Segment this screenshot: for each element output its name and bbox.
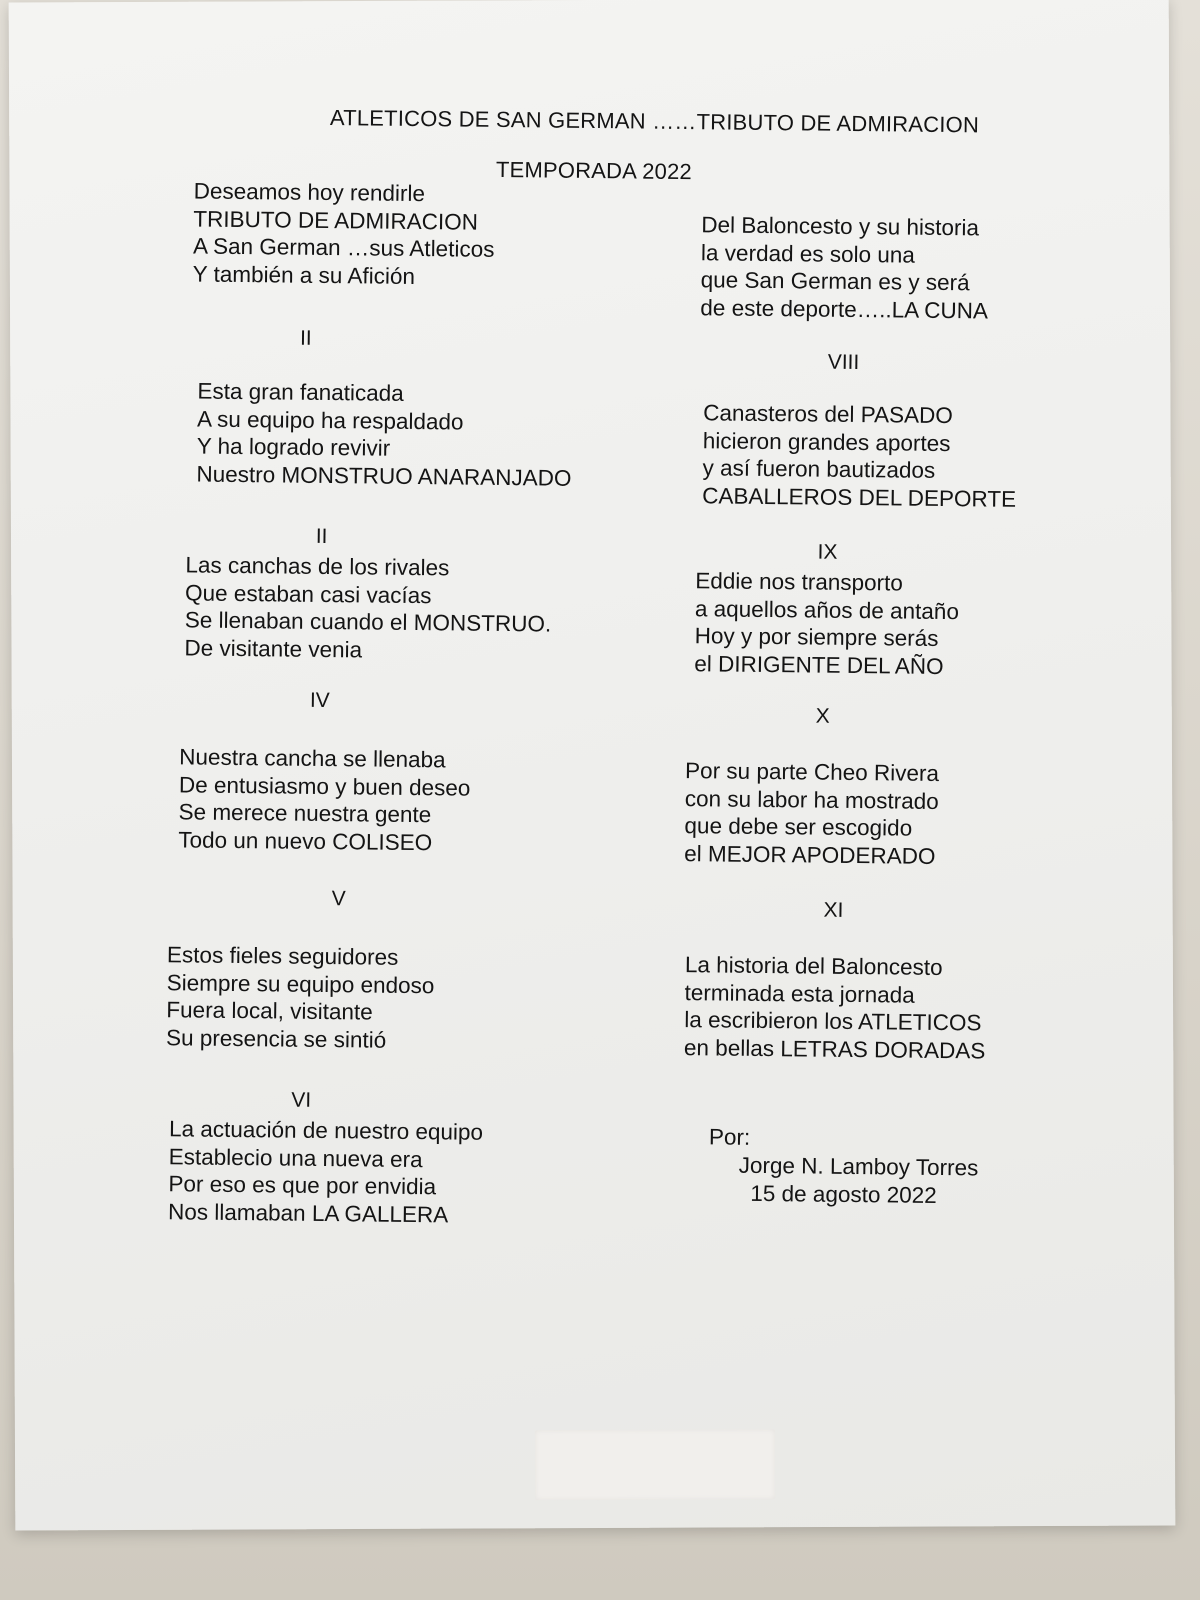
verse-line: A San German …sus Atleticos <box>192 233 495 262</box>
stanza-numeral: VIII <box>827 350 860 375</box>
verse-line: Todo un nuevo COLISEO <box>178 826 433 855</box>
verse-line: con su labor ha mostrado <box>684 785 939 814</box>
tape-strip <box>535 1429 775 1500</box>
verse-line: La actuación de nuestro equipo <box>168 1116 484 1145</box>
verse-line: el MEJOR APODERADO <box>684 840 936 869</box>
verse-line: Canasteros del PASADO <box>703 400 954 429</box>
verse-line: Del Baloncesto y su historia <box>701 212 980 241</box>
stanza-left-2 <box>196 378 572 492</box>
stanza-left-4 <box>178 743 471 856</box>
verse-line: Hoy y por siempre serás <box>694 623 939 651</box>
verse-line: Nuestro MONSTRUO ANARANJADO <box>196 461 572 491</box>
verse-line: TRIBUTO DE ADMIRACION <box>193 205 479 235</box>
verse-line: Se merece nuestra gente <box>178 799 432 828</box>
verse-line: Por eso es que por envidia <box>168 1171 437 1200</box>
verse-line: que debe ser escogido <box>684 813 913 841</box>
verse-line: que San German es y será <box>700 267 970 296</box>
author-date: 15 de agosto 2022 <box>750 1180 937 1208</box>
verse-line: la escribieron los ATLETICOS <box>684 1007 982 1036</box>
verse-line: La historia del Baloncesto <box>684 952 943 981</box>
verse-line: Y ha logrado revivir <box>196 433 391 461</box>
verse-line: Deseamos hoy rendirle <box>193 178 426 207</box>
stanza-numeral: IV <box>309 688 330 713</box>
verse-line: Por su parte Cheo Rivera <box>684 758 940 786</box>
author-block <box>708 1123 979 1210</box>
stanza-left-5 <box>166 941 435 1054</box>
verse-line: Siempre su equipo endoso <box>166 969 435 998</box>
verse-line: Se llenaban cuando el MONSTRUO. <box>184 607 552 637</box>
verse-line: Nos llamaban LA GALLERA <box>167 1198 449 1227</box>
stanza-right-1 <box>700 211 989 324</box>
verse-line: de este deporte…..LA CUNA <box>700 294 989 324</box>
verse-line: CABALLEROS DEL DEPORTE <box>702 482 1017 512</box>
poem-subtitle: TEMPORADA 2022 <box>495 156 693 185</box>
poem-sheet <box>9 0 1176 1531</box>
stanza-numeral: X <box>815 704 830 728</box>
verse-line: a aquellos años de antaño <box>694 595 960 624</box>
verse-line: Establecio una nueva era <box>168 1143 423 1172</box>
verse-line: Estos fieles seguidores <box>166 942 399 970</box>
stanza-left-6 <box>168 1115 483 1229</box>
verse-line: De entusiasmo y buen deseo <box>178 771 471 801</box>
verse-line: el DIRIGENTE DEL AÑO <box>694 650 944 679</box>
stanza-right-4 <box>684 757 939 870</box>
verse-line: hicieron grandes aportes <box>702 427 951 456</box>
verse-line: Esta gran fanaticada <box>197 378 404 406</box>
stanza-numeral: II <box>315 524 328 549</box>
author-by-label: Por: <box>708 1124 751 1150</box>
poem-title: ATLETICOS DE SAN GERMAN ……TRIBUTO DE ADMIRACION <box>329 105 980 138</box>
verse-line: terminada esta jornada <box>684 979 915 1008</box>
stanza-numeral: XI <box>823 898 844 922</box>
verse-line: De visitante venia <box>184 634 363 662</box>
verse-line: la verdad es solo una <box>700 239 916 268</box>
stanza-right-2 <box>702 399 1017 513</box>
verse-line: Fuera local, visitante <box>166 997 373 1025</box>
verse-line: Nuestra cancha se llenaba <box>179 744 446 773</box>
verse-line: Y también a su Afición <box>192 260 416 289</box>
verse-line: en bellas LETRAS DORADAS <box>683 1034 986 1064</box>
stanza-numeral: II <box>299 326 312 350</box>
verse-line: A su equipo ha respaldado <box>196 406 464 435</box>
stanza-numeral: IX <box>817 540 838 564</box>
author-name: Jorge N. Lamboy Torres <box>738 1152 979 1181</box>
stanza-numeral: VI <box>291 1088 312 1112</box>
verse-line: Su presencia se sintió <box>165 1024 387 1053</box>
verse-line: Que estaban casi vacías <box>184 579 432 608</box>
stanza-numeral: V <box>331 887 346 911</box>
stanza-right-3 <box>694 567 959 680</box>
stanza-left-1 <box>193 177 496 290</box>
stanza-right-5 <box>684 951 987 1064</box>
verse-line: y así fueron bautizados <box>702 455 936 483</box>
verse-line: Las canchas de los rivales <box>185 552 450 581</box>
stanza-left-3 <box>184 551 552 665</box>
verse-line: Eddie nos transporto <box>695 568 904 596</box>
